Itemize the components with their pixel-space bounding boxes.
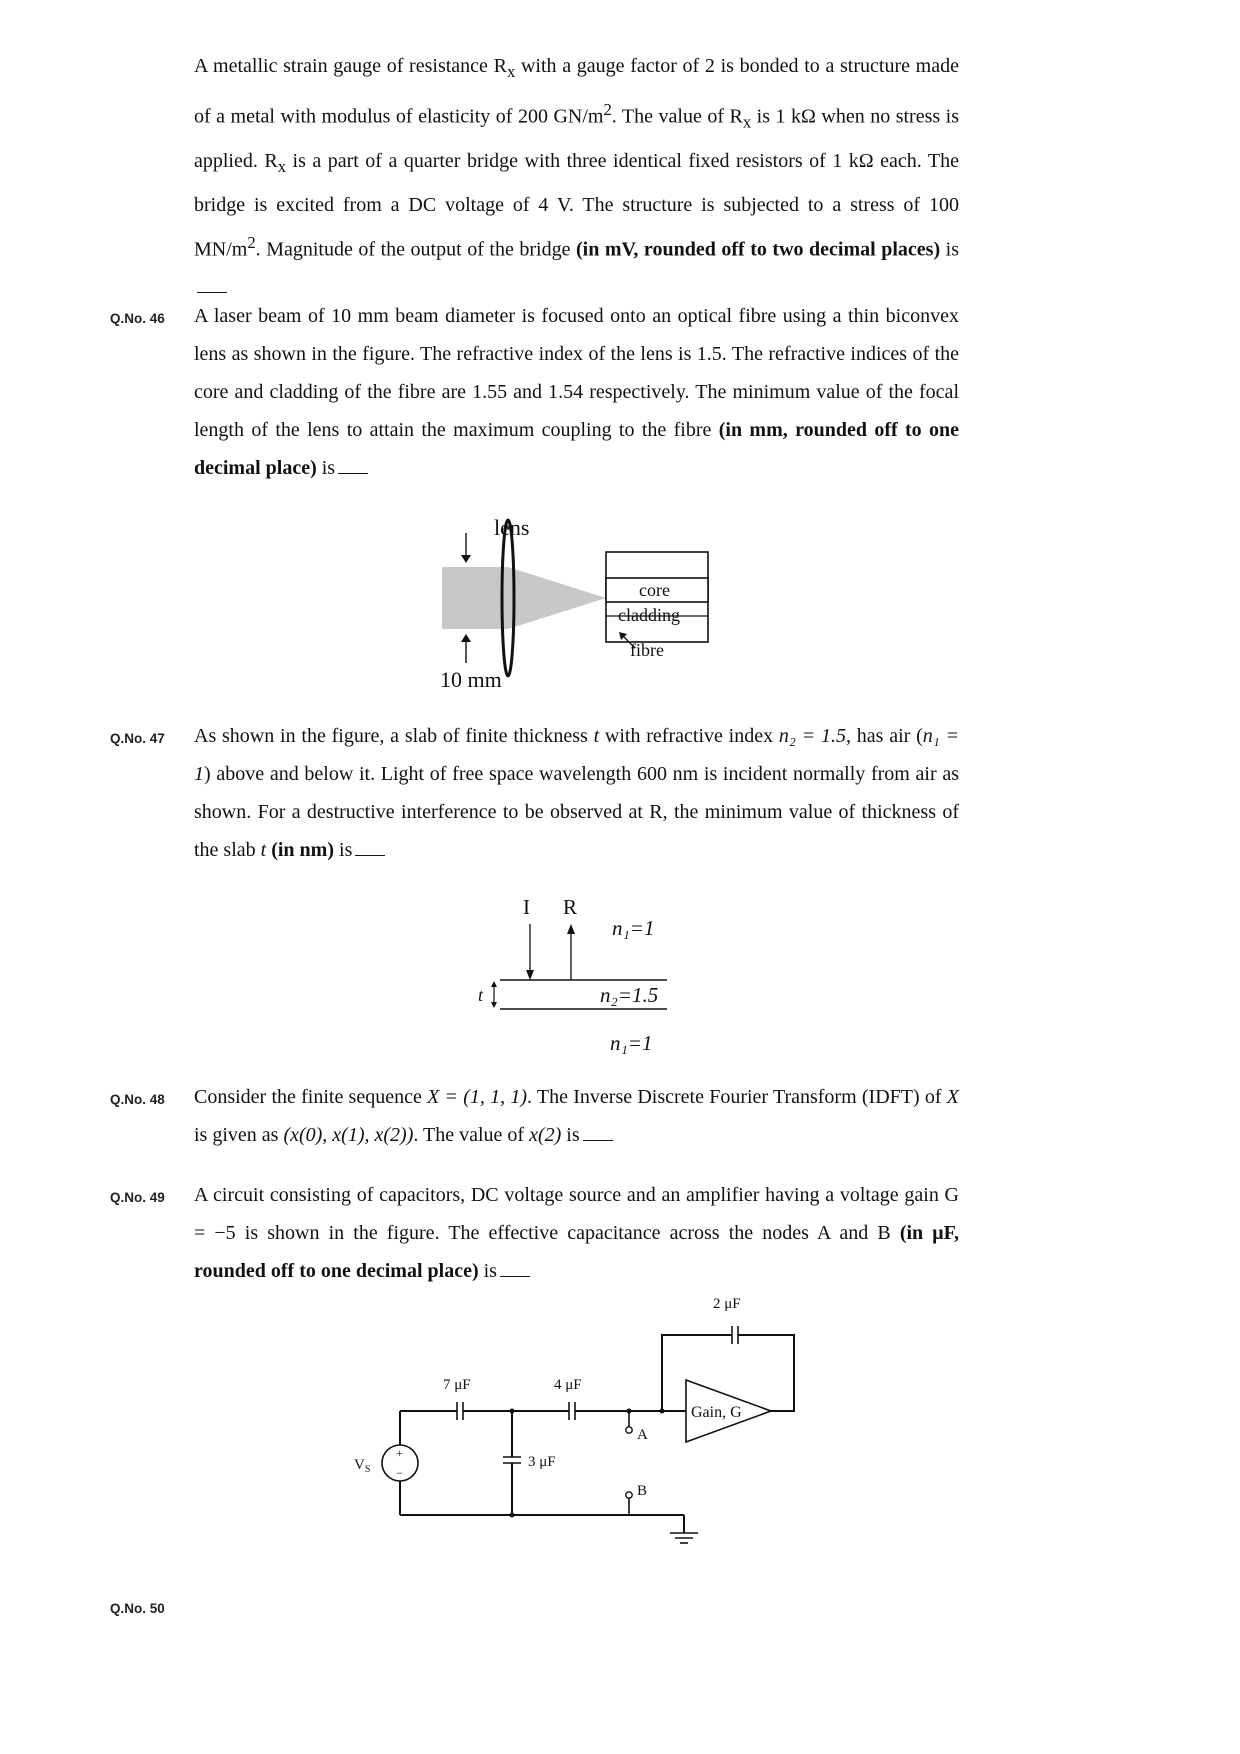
node-a-label: A [637, 1427, 648, 1443]
question-number: Q.No. 49 [110, 1190, 165, 1205]
cfb-label: 2 μF [713, 1296, 741, 1312]
c1-label: 7 μF [443, 1377, 471, 1393]
amp-label: Gain, G [691, 1404, 742, 1421]
incident-label: I [523, 895, 530, 919]
source-minus: − [396, 1466, 403, 1480]
slab-figure [470, 890, 700, 1060]
q49-text: A circuit consisting of capacitors, DC voltage source and an amplifier having a voltage gain G = −5 is shown in the figure. The effective capacitance across the nodes A and B (in μF, rounded off to one decimal place) is [194, 1184, 960, 1282]
c3-label: 3 μF [528, 1454, 556, 1470]
answer-blank [355, 835, 385, 856]
q47-text: As shown in the figure, a slab of finite thickness t with refractive index n₂ = 1.5, has air (n₁ = 1) above and below it. Light of free space wavelength 600 nm is incident normally from air as shown. For a destructive interference to be observed at R, the minimum value of thickness of the slab t (in nm) is [194, 725, 960, 861]
answer-blank [583, 1120, 613, 1141]
node-b-label: B [637, 1483, 648, 1499]
c2-label: 4 μF [554, 1377, 582, 1393]
bottom-medium-label: n₁=1 [610, 1031, 653, 1055]
question-number: Q.No. 48 [110, 1092, 165, 1107]
question-number: Q.No. 46 [110, 311, 165, 326]
source-label: $V_S$ [354, 1457, 371, 1475]
reflected-label: R [563, 895, 578, 919]
node-b-terminal [626, 1492, 632, 1498]
capacitor-circuit [340, 1290, 810, 1570]
thickness-label: t [478, 985, 484, 1005]
source-plus: + [396, 1446, 403, 1460]
top-medium-label: n₁=1 [612, 916, 655, 940]
laser-beam [442, 567, 606, 629]
lens-fibre-figure [420, 505, 740, 705]
slab-medium-label: n₂=1.5 [600, 983, 659, 1007]
fibre-label: fibre [630, 640, 664, 660]
question-number: Q.No. 50 [110, 1601, 165, 1616]
question-number: Q.No. 47 [110, 731, 165, 746]
q45-text: A metallic strain gauge of resistance $R_x$ with a gauge factor of 2 is bonded to a structure made of a metal with modulus of elasticity of 200 $GN/m^2$. The value of $R_x$ is 1 kΩ when no stress is applied. $R_x$ is a part of a quarter bridge with three identical fixed resistors of 1 kΩ each. The bridge is excited from a DC voltage of 4 V. The structure is subjected to a stress of 100 $MN/m^2$. Magnitude of the output of the bridge (in mV, rounded off to two decimal places) is [194, 47, 959, 306]
core-label: core [639, 580, 670, 600]
node-a-terminal [626, 1427, 632, 1433]
diameter-label: 10 mm [440, 667, 502, 692]
lens-label: lens [494, 515, 530, 540]
answer-blank [197, 272, 227, 293]
answer-blank [338, 453, 368, 474]
cladding-label: cladding [618, 605, 680, 625]
answer-blank [500, 1256, 530, 1277]
q48-text: Consider the finite sequence X = (1, 1, 1). The Inverse Discrete Fourier Transform (IDFT) of X is given as (x(0), x(1), x(2)). The value of x(2) is [194, 1086, 959, 1146]
q46-text: A laser beam of 10 mm beam diameter is focused onto an optical fibre using a thin biconvex lens as shown in the figure. The refractive index of the lens is 1.5. The refractive indices of the core and cladding of the fibre are 1.55 and 1.54 respectively. The minimum value of the focal length of the lens to attain the maximum coupling to the fibre (in mm, rounded off to one decimal place) is [194, 305, 959, 479]
